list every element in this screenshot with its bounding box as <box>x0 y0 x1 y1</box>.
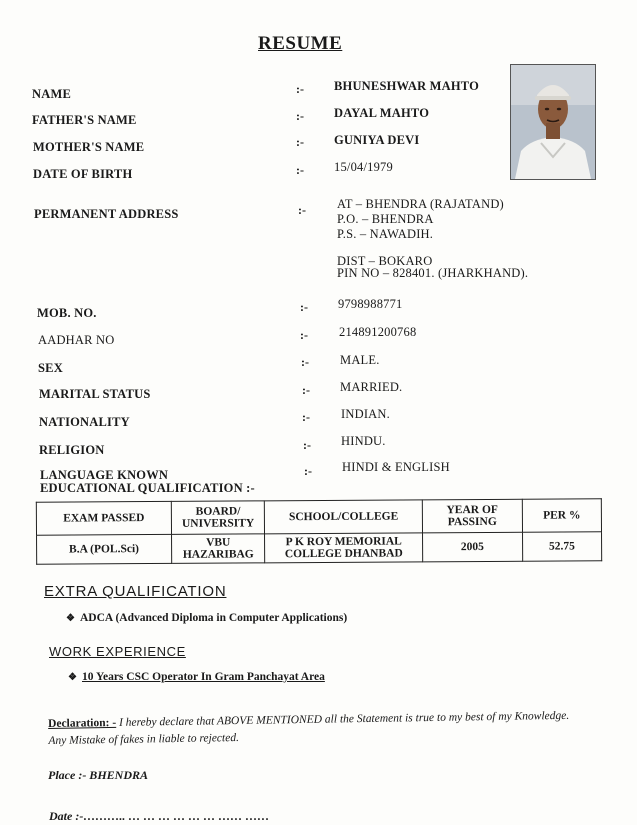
table-row <box>37 532 602 564</box>
place: Place :- BHENDRA <box>48 768 148 782</box>
value-marital-status: MARRIED. <box>340 380 403 394</box>
page-title: RESUME <box>258 33 343 54</box>
label-marital-status: MARITAL STATUS <box>39 387 151 401</box>
column-header: BOARD/ UNIVERSITY <box>171 501 265 535</box>
label-aadhar-no: AADHAR NO <box>38 333 115 347</box>
value-date-of-birth: 15/04/1979 <box>334 160 393 174</box>
column-header: EXAM PASSED <box>36 501 171 535</box>
value-name: BHUNESHWAR MAHTO <box>334 79 480 93</box>
address-line: P.S. – NAWADIH. <box>337 227 434 241</box>
list-item-text: ADCA (Advanced Diploma in Computer Applications) <box>80 612 348 624</box>
colon-religion: :- <box>303 438 311 452</box>
value-language-known: HINDI & ENGLISH <box>342 460 450 474</box>
label-permanent-address: PERMANENT ADDRESS <box>34 207 179 221</box>
label-sex: SEX <box>38 361 63 375</box>
colon-fathers-name: :- <box>296 109 304 123</box>
colon-permanent-address: :- <box>298 203 306 217</box>
value-sex: MALE. <box>340 353 380 367</box>
address-line: P.O. – BHENDRA <box>337 212 434 226</box>
colon-mothers-name: :- <box>296 135 304 149</box>
value-nationality: INDIAN. <box>341 407 390 421</box>
diamond-bullet-icon: ❖ <box>66 613 75 624</box>
label-religion: RELIGION <box>39 443 105 457</box>
colon-name: :- <box>296 82 304 96</box>
extra-qualification-heading: EXTRA QUALIFICATION <box>44 583 227 600</box>
list-item <box>66 612 347 624</box>
colon-sex: :- <box>301 355 309 369</box>
colon-date-of-birth: :- <box>296 163 304 177</box>
value-aadhar-no: 214891200768 <box>339 325 417 339</box>
table-cell: P K ROY MEMORIAL COLLEGE DHANBAD <box>265 533 423 563</box>
declaration <box>48 708 588 750</box>
declaration-label: Declaration: - <box>48 716 117 730</box>
colon-mob-no: :- <box>300 300 308 314</box>
table-cell: B.A (POL.Sci) <box>37 534 172 564</box>
person-photo-icon <box>511 65 595 179</box>
value-religion: HINDU. <box>341 434 386 448</box>
list-item <box>68 671 325 683</box>
colon-language-known: :- <box>304 464 312 478</box>
label-mob-no: MOB. NO. <box>37 306 97 320</box>
table-header-row <box>36 499 601 535</box>
diamond-bullet-icon: ❖ <box>68 672 77 683</box>
address-line: DIST – BOKARO <box>337 254 433 268</box>
work-experience-heading: WORK EXPERIENCE <box>49 644 186 659</box>
value-fathers-name: DAYAL MAHTO <box>334 106 430 120</box>
education-heading: EDUCATIONAL QUALIFICATION :- <box>40 481 255 495</box>
label-name: NAME <box>32 87 71 101</box>
table-cell: 52.75 <box>522 532 601 561</box>
list-item-text: 10 Years CSC Operator In Gram Panchayat Area <box>82 671 325 683</box>
label-mothers-name: MOTHER'S NAME <box>33 140 145 154</box>
address-line: PIN NO – 828401. (JHARKHAND). <box>337 266 529 280</box>
value-mothers-name: GUNIYA DEVI <box>334 133 420 147</box>
colon-nationality: :- <box>302 410 310 424</box>
column-header: SCHOOL/COLLEGE <box>265 500 423 534</box>
colon-aadhar-no: :- <box>300 328 308 342</box>
column-header: PER % <box>522 499 601 532</box>
table-cell: 2005 <box>422 532 522 562</box>
value-mob-no: 9798988771 <box>338 297 403 311</box>
declaration-text: I hereby declare that ABOVE MENTIONED all the Statement is true to my best of my Knowledge. Any Mistake of fakes in liable to rejected. <box>48 709 570 747</box>
date: Date :-……….. … … … … … … …… …… <box>49 809 270 823</box>
person-photo <box>510 64 596 180</box>
label-date-of-birth: DATE OF BIRTH <box>33 167 133 181</box>
label-language-known: LANGUAGE KNOWN <box>40 468 169 482</box>
colon-marital-status: :- <box>302 383 310 397</box>
education-table <box>36 498 602 564</box>
address-line: AT – BHENDRA (RAJATAND) <box>337 197 504 211</box>
table-cell: VBU HAZARIBAG <box>171 534 265 564</box>
column-header: YEAR OF PASSING <box>422 499 522 533</box>
label-nationality: NATIONALITY <box>39 415 130 429</box>
label-fathers-name: FATHER'S NAME <box>32 113 137 127</box>
